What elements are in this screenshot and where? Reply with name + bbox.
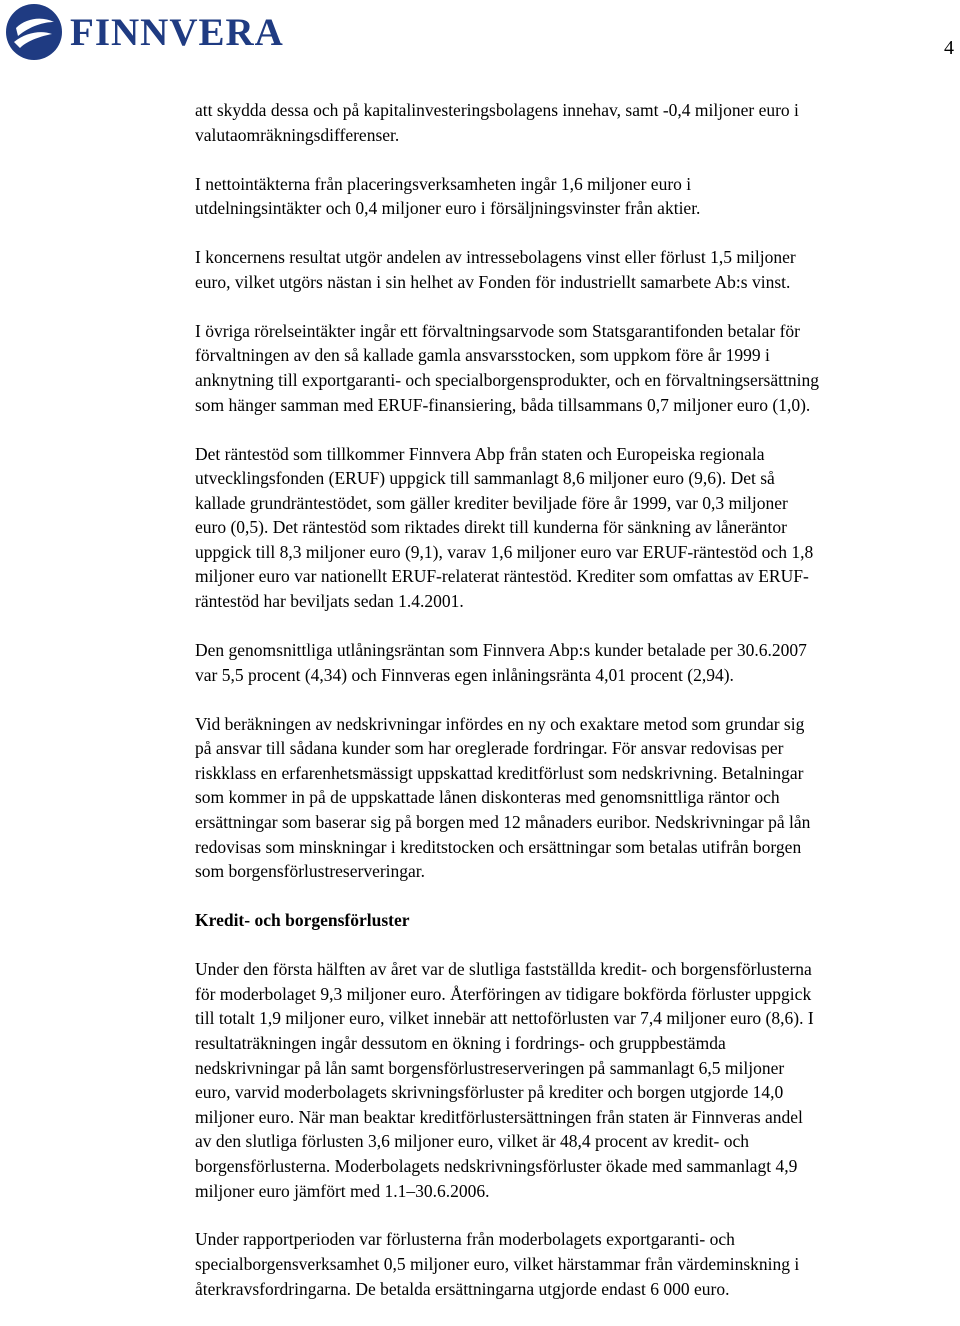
paragraph-3: I koncernens resultat utgör andelen av intressebolagens vinst eller förlust 1,5 miljoner euro, vilket utgörs nästan i sin helhet av Fonden för industriellt samarbete Ab:s vinst. [195, 247, 796, 292]
paragraph-8: Under den första hälften av året var de slutliga fastställda kredit- och borgensförlusterna för moderbolaget 9,3 miljoner euro. Återföringen av tidigare bokförda förluster uppgick till totalt 1,9 miljoner euro, vilket innebär att nettoförlusten var 7,4 miljoner euro (8,6). I resultaträkningen ingår dessutom en ökning i fordrings- och gruppbestämda nedskrivningar på lån samt borgensförlustreserveringen på sammanlagt 6,5 miljoner euro, varvid moderbolagets skrivningsförluster på krediter och borgen utgjorde 14,0 miljoner euro. När man beaktar kreditförlustersättningen från staten är Finnveras andel av den slutliga förlusten 3,6 miljoner euro, vilket är 48,4 procent av kredit- och borgensförlusterna. Moderbolagets nedskrivningsförluster ökade med sammanlagt 4,9 miljoner euro jämfört med 1.1–30.6.2006. [195, 959, 814, 1201]
paragraph-6: Den genomsnittliga utlåningsräntan som Finnvera Abp:s kunder betalade per 30.6.2007 var 5,5 procent (4,34) och Finnveras egen inlåningsränta 4,01 procent (2,94). [195, 640, 807, 685]
paragraph-5: Det räntestöd som tillkommer Finnvera Abp från staten och Europeiska regionala utvecklingsfonden (ERUF) uppgick till sammanlagt 8,6 miljoner euro (9,6). Det så kallade grundräntestödet, som gäller krediter beviljade före år 1999, var 0,3 miljoner euro (0,5). Det räntestöd som riktades direkt till kunderna för sänkning av låneräntor uppgick till 8,3 miljoner euro (9,1), varav 1,6 miljoner euro var ERUF-räntestöd och 1,8 miljoner euro var nationellt ERUF-relaterat räntestöd. Krediter som omfattas av ERUF- räntestöd har beviljats sedan 1.4.2001. [195, 443, 814, 612]
logo-wordmark: FINNVERA [70, 10, 284, 54]
finnvera-logo [4, 2, 284, 62]
paragraph-4: I övriga rörelseintäkter ingår ett förvaltningsarvode som Statsgarantifonden betalar för förvaltningen av den så kallade gamla ansvarsstocken, som uppkom före år 1999 i anknytning till exportgaranti- och specialborgensprodukter, och en förvaltningsersättning som hänger samman med ERUF-finansiering, båda tillsammans 0,7 miljoner euro (1,0). [195, 320, 819, 415]
paragraph-9: Under rapportperioden var förlusterna från moderbolagets exportgaranti- och specialborgensverksamhet 0,5 miljoner euro, vilket härstammar från värdeminskning i återkravsfordringarna. De betalda ersättningarna utgjorde endast 6 000 euro. [195, 1229, 800, 1299]
paragraph-1: att skydda dessa och på kapitalinvesteringsbolagens innehav, samt -0,4 miljoner euro i valutaomräkningsdifferenser. [195, 100, 799, 145]
section-heading: Kredit- och borgensförluster [195, 910, 410, 931]
paragraph-7: Vid beräkningen av nedskrivningar infördes en ny och exaktare metod som grundar sig på ansvar till sådana kunder som har oreglerade fordringar. För ansvar redovisas per riskklass en erfarenhetsmässigt uppskattad kreditförlust som nedskrivning. Betalningar som kommer in på de uppskattade lånen diskonteras med genomsnittliga räntor och ersättningar som baserar sig på borgen med 12 månaders euribor. Nedskrivningar på lån redovisas som minskningar i kreditstocken och ersättningar som betalas utifrån borgen som borgensförlustreserveringar. [195, 713, 811, 882]
page-number: 4 [944, 37, 954, 59]
finnvera-logo-icon [4, 2, 64, 62]
paragraph-2: I nettointäkterna från placeringsverksamheten ingår 1,6 miljoner euro i utdelningsintäkter och 0,4 miljoner euro i försäljningsvinster från aktier. [195, 173, 701, 219]
document-body [195, 98, 960, 1326]
